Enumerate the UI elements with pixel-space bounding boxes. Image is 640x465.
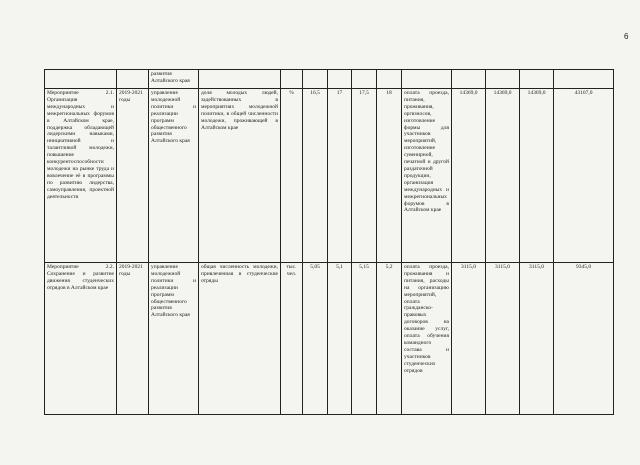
years-cell: 2019-2021 годы: [117, 89, 149, 263]
costs-cell: оплата проезда, проживания и питания, расходы на организацию мероприятий, оплата гражданско-правовых договоров на оказание услуг, оплата обучения командного состава и участников студенческих отрядов: [402, 263, 452, 415]
years-cell: 2019-2021 годы: [117, 263, 149, 415]
value-cell: 17: [328, 89, 352, 263]
funding-cell: 14369,0: [520, 89, 554, 263]
funding-cell: 14369,0: [452, 89, 486, 263]
page-number: 6: [624, 32, 629, 41]
funding-cell: 14369,0: [486, 89, 520, 263]
event-cell: Мероприятие 2.2. Сохранение и развитие движения студенческих отрядов в Алтайском крае: [45, 263, 117, 415]
funding-cell: 3115,0: [486, 263, 520, 415]
event-cell: Мероприятие 2.1. Организация международных и межрегиональных форумов в Алтайском крае, поддержка обладающей лидерскими навыками, инициативной и талантливой молодежи, повышение конкурентоспособности молодежи на рынке труда и вовлечение её в программы по развитию лидерства, самоуправления, проектной деятельности: [45, 89, 117, 263]
indicator-cell: доля молодых людей, задействованных в мероприятиях молодежной политики, в общей численности молодежи, проживающей в Алтайском крае: [199, 89, 281, 263]
value-cell: 5,2: [377, 263, 402, 415]
value-cell: 5,05: [303, 263, 328, 415]
funding-total-cell: 43107,0: [554, 89, 614, 263]
program-table: [44, 69, 614, 415]
executor-cell: управление молодежной политики и реализации программ общественного развития Алтайского края: [149, 263, 199, 415]
value-cell: 16,5: [303, 89, 328, 263]
value-cell: 18: [377, 89, 402, 263]
value-cell: 5,1: [328, 263, 352, 415]
carry-over-row: [45, 70, 614, 89]
costs-cell: оплата проезда, питания, проживания, оргвзносов, изготовление формы для участников мероприятий, изготовление сувенирной, печатной и другой раздаточной продукции, организация международных и межрегиональных форумов в Алтайском крае: [402, 89, 452, 263]
value-cell: 5,15: [352, 263, 377, 415]
funding-total-cell: 9345,0: [554, 263, 614, 415]
funding-cell: 3115,0: [452, 263, 486, 415]
table-row: [45, 89, 614, 263]
indicator-cell: общая численность молодежи, привлеченная в студенческие отряды: [199, 263, 281, 415]
executor-cell: развития Алтайского края: [149, 70, 199, 89]
table-row: [45, 263, 614, 415]
funding-cell: 3115,0: [520, 263, 554, 415]
unit-cell: %: [281, 89, 303, 263]
executor-cell: управление молодежной политики и реализации программ общественного развития Алтайского края: [149, 89, 199, 263]
unit-cell: тыс. чел.: [281, 263, 303, 415]
value-cell: 17,5: [352, 89, 377, 263]
